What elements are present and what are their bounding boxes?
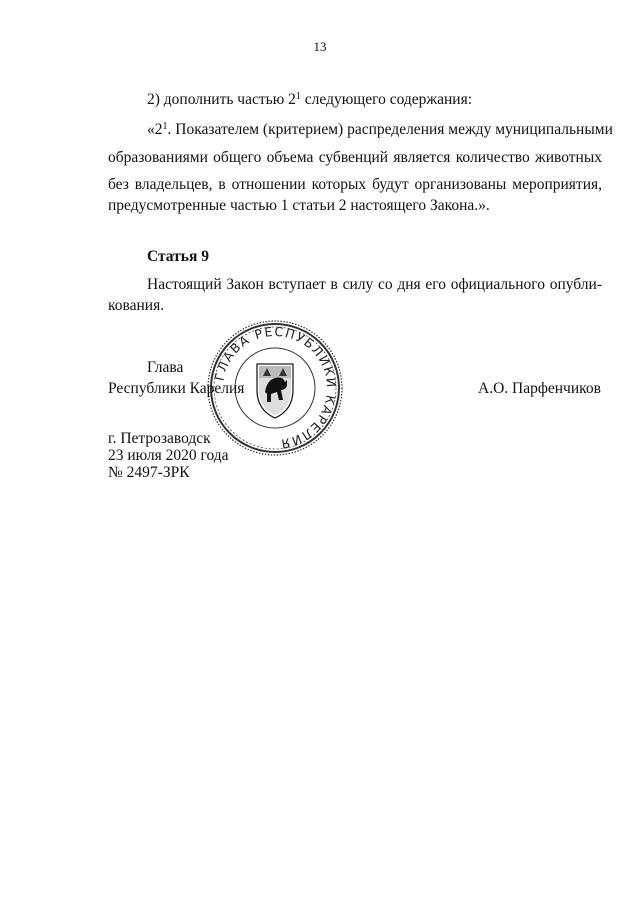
quote-sup: 1 [162,121,168,132]
law-number: № 2497-ЗРК [108,464,190,481]
signatory-name: А.О. Парфенчиков [478,380,601,397]
quote-open: «2 [147,121,163,138]
signature-title-line-1: Глава [147,359,184,376]
date: 23 июля 2020 года [108,447,229,464]
bear-emblem-icon [257,364,293,418]
signature-title-line-2: Республики Карелия [108,380,245,397]
item-2-tail: следующего содержания: [300,91,473,108]
quote-line-3: без владельцев, в отношении которых будут организованы мероприятия, [108,176,602,193]
quote-line-2: образованиями общего объема субвенций является количество животных [108,149,602,166]
quote-line-4: предусмотренные частью 1 статьи 2 настоящего Закона.». [108,197,490,214]
page-number: 13 [313,39,327,54]
item-2-line [147,91,472,109]
quote-line-1 [147,121,613,139]
seal-text: ГЛАВА РЕСПУБЛИКИ КАРЕЛИЯ [211,323,340,452]
article-line-1: Настоящий Закон вступает в силу со дня его официального опубли- [147,276,602,293]
city: г. Петрозаводск [108,430,211,447]
article-line-2: кования. [108,297,165,314]
item-2-sup: 1 [295,91,301,102]
quote-line-1-rest: . Показателем (критерием) распределения между муниципальными [167,121,613,138]
item-2-text: 2) дополнить частью 2 [147,91,296,108]
article-heading: Статья 9 [147,248,209,265]
